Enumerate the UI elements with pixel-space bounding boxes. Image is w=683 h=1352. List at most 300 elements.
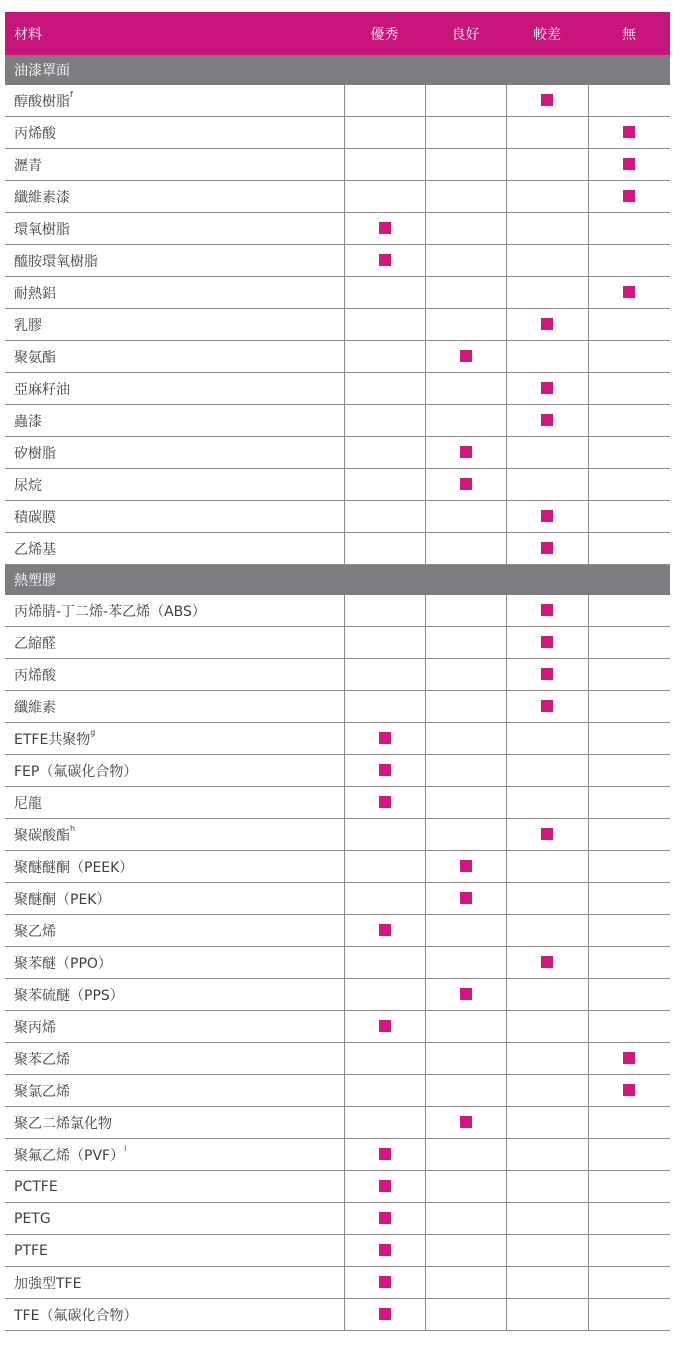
rating-cell: [425, 469, 506, 501]
rating-cell: [506, 1171, 588, 1203]
rating-cell: [425, 947, 506, 979]
table-row: [5, 627, 670, 659]
rating-cell: [425, 533, 506, 565]
rating-cell: [344, 755, 425, 787]
rating-cell: [344, 373, 425, 405]
filled-square-icon: [379, 1212, 391, 1224]
rating-cell: [344, 1011, 425, 1043]
rating-cell: [425, 627, 506, 659]
filled-square-icon: [541, 382, 553, 394]
rating-cell: [588, 1235, 670, 1267]
filled-square-icon: [541, 700, 553, 712]
material-name: 丙烯酸: [14, 125, 56, 142]
rating-cell: [425, 1043, 506, 1075]
header-good: 良好: [425, 12, 506, 55]
material-name: 尼龍: [14, 795, 42, 812]
material-name-cell: [5, 1299, 344, 1331]
filled-square-icon: [460, 478, 472, 490]
material-name: 矽樹脂: [14, 445, 56, 462]
rating-cell: [344, 659, 425, 691]
table-row: [5, 341, 670, 373]
rating-cell: [344, 819, 425, 851]
filled-square-icon: [460, 988, 472, 1000]
rating-cell: [506, 691, 588, 723]
header-none: 無: [588, 12, 670, 55]
material-name: 聚乙烯: [14, 923, 56, 940]
rating-cell: [425, 341, 506, 373]
rating-cell: [425, 181, 506, 213]
filled-square-icon: [460, 1116, 472, 1128]
rating-cell: [344, 979, 425, 1011]
material-name-cell: [5, 627, 344, 659]
filled-square-icon: [623, 286, 635, 298]
rating-cell: [506, 947, 588, 979]
material-name-cell: [5, 373, 344, 405]
filled-square-icon: [379, 764, 391, 776]
rating-cell: [425, 309, 506, 341]
rating-cell: [344, 915, 425, 947]
rating-cell: [425, 1171, 506, 1203]
rating-cell: [588, 533, 670, 565]
material-name-cell: [5, 659, 344, 691]
material-name-cell: [5, 405, 344, 437]
table-row: [5, 755, 670, 787]
rating-cell: [588, 915, 670, 947]
table-row: [5, 149, 670, 181]
material-name-cell: [5, 595, 344, 627]
rating-cell: [344, 1299, 425, 1331]
rating-cell: [506, 373, 588, 405]
rating-cell: [425, 819, 506, 851]
filled-square-icon: [379, 1276, 391, 1288]
rating-cell: [588, 595, 670, 627]
rating-cell: [344, 181, 425, 213]
rating-cell: [506, 245, 588, 277]
rating-cell: [588, 947, 670, 979]
material-name: 聚乙二烯氯化物: [14, 1115, 112, 1132]
footnote-marker: i: [124, 1143, 127, 1153]
material-name-cell: [5, 723, 344, 755]
rating-cell: [425, 979, 506, 1011]
material-name-cell: [5, 341, 344, 373]
filled-square-icon: [541, 604, 553, 616]
rating-cell: [588, 1299, 670, 1331]
material-name-cell: [5, 469, 344, 501]
material-name-cell: [5, 437, 344, 469]
rating-cell: [425, 213, 506, 245]
filled-square-icon: [379, 1180, 391, 1192]
rating-cell: [425, 883, 506, 915]
rating-cell: [506, 595, 588, 627]
table-row: [5, 915, 670, 947]
rating-cell: [588, 1043, 670, 1075]
rating-cell: [344, 501, 425, 533]
table-row: [5, 1075, 670, 1107]
rating-cell: [344, 149, 425, 181]
table-row: [5, 277, 670, 309]
rating-cell: [506, 1235, 588, 1267]
rating-cell: [425, 659, 506, 691]
footnote-marker: h: [70, 823, 76, 833]
rating-cell: [588, 755, 670, 787]
rating-cell: [506, 723, 588, 755]
material-name: 蟲漆: [14, 413, 42, 430]
rating-cell: [344, 309, 425, 341]
rating-cell: [506, 787, 588, 819]
rating-cell: [344, 405, 425, 437]
material-name: 醯胺環氧樹脂: [14, 253, 98, 270]
rating-cell: [344, 1267, 425, 1299]
filled-square-icon: [623, 1084, 635, 1096]
material-name-cell: [5, 915, 344, 947]
rating-cell: [425, 373, 506, 405]
material-name: PCTFE: [14, 1178, 58, 1195]
material-name: 聚苯醚（PPO）: [14, 955, 112, 972]
rating-cell: [344, 1107, 425, 1139]
material-name: ETFE共聚物: [14, 731, 91, 748]
rating-cell: [588, 149, 670, 181]
rating-cell: [506, 1203, 588, 1235]
filled-square-icon: [460, 446, 472, 458]
material-name: 聚氟乙烯（PVF）: [14, 1147, 125, 1164]
material-name-cell: [5, 1235, 344, 1267]
rating-cell: [425, 915, 506, 947]
filled-square-icon: [541, 414, 553, 426]
table-row: [5, 947, 670, 979]
rating-cell: [506, 851, 588, 883]
rating-cell: [344, 341, 425, 373]
material-name: 積碳膜: [14, 509, 56, 526]
filled-square-icon: [541, 828, 553, 840]
section-title: 油漆罩面: [5, 55, 670, 85]
rating-cell: [588, 1075, 670, 1107]
material-name: 纖維素: [14, 699, 56, 716]
rating-cell: [425, 1075, 506, 1107]
filled-square-icon: [623, 190, 635, 202]
rating-cell: [425, 851, 506, 883]
filled-square-icon: [541, 956, 553, 968]
material-name-cell: [5, 1075, 344, 1107]
material-name: 瀝青: [14, 157, 42, 174]
rating-cell: [506, 181, 588, 213]
table-row: [5, 1011, 670, 1043]
rating-cell: [425, 723, 506, 755]
material-name-cell: [5, 979, 344, 1011]
material-name: 亞麻籽油: [14, 381, 70, 398]
material-name-cell: [5, 181, 344, 213]
rating-cell: [588, 851, 670, 883]
rating-cell: [425, 787, 506, 819]
rating-cell: [506, 1075, 588, 1107]
table-row: [5, 85, 670, 117]
filled-square-icon: [541, 318, 553, 330]
rating-cell: [425, 277, 506, 309]
filled-square-icon: [541, 94, 553, 106]
material-name: TFE（氟碳化合物）: [14, 1307, 138, 1324]
rating-cell: [506, 469, 588, 501]
material-name-cell: [5, 277, 344, 309]
rating-cell: [425, 245, 506, 277]
rating-cell: [506, 1299, 588, 1331]
rating-cell: [344, 213, 425, 245]
table-row: [5, 437, 670, 469]
filled-square-icon: [541, 668, 553, 680]
rating-cell: [506, 819, 588, 851]
material-name-cell: [5, 819, 344, 851]
filled-square-icon: [379, 1244, 391, 1256]
rating-cell: [425, 1107, 506, 1139]
rating-cell: [588, 979, 670, 1011]
rating-cell: [588, 1171, 670, 1203]
rating-cell: [588, 1011, 670, 1043]
rating-cell: [344, 277, 425, 309]
rating-cell: [344, 533, 425, 565]
material-name-cell: [5, 1043, 344, 1075]
material-name-cell: [5, 1139, 344, 1171]
table-row: [5, 469, 670, 501]
header-poor: 較差: [506, 12, 588, 55]
material-name-cell: [5, 149, 344, 181]
table-row: [5, 1139, 670, 1171]
material-name: 聚氨酯: [14, 349, 56, 366]
rating-cell: [344, 1043, 425, 1075]
rating-cell: [425, 117, 506, 149]
filled-square-icon: [460, 860, 472, 872]
material-name: 聚苯乙烯: [14, 1051, 70, 1068]
table-row: [5, 883, 670, 915]
rating-cell: [344, 1075, 425, 1107]
rating-cell: [588, 1267, 670, 1299]
filled-square-icon: [541, 636, 553, 648]
rating-cell: [588, 883, 670, 915]
rating-cell: [506, 1267, 588, 1299]
rating-cell: [506, 1011, 588, 1043]
material-name: PTFE: [14, 1242, 48, 1259]
filled-square-icon: [379, 1020, 391, 1032]
filled-square-icon: [379, 732, 391, 744]
rating-cell: [588, 787, 670, 819]
rating-cell: [344, 947, 425, 979]
rating-cell: [425, 1139, 506, 1171]
rating-cell: [506, 341, 588, 373]
rating-cell: [588, 181, 670, 213]
rating-cell: [506, 755, 588, 787]
filled-square-icon: [460, 350, 472, 362]
rating-cell: [425, 1267, 506, 1299]
material-name-cell: [5, 1011, 344, 1043]
table-row: [5, 309, 670, 341]
material-name: 聚醚酮（PEK）: [14, 891, 111, 908]
rating-cell: [506, 1139, 588, 1171]
material-name-cell: [5, 501, 344, 533]
material-name-cell: [5, 1107, 344, 1139]
rating-cell: [506, 533, 588, 565]
table-row: [5, 533, 670, 565]
rating-cell: [506, 1043, 588, 1075]
filled-square-icon: [623, 126, 635, 138]
rating-cell: [506, 659, 588, 691]
material-name-cell: [5, 883, 344, 915]
material-name: 聚丙烯: [14, 1019, 56, 1036]
rating-cell: [425, 437, 506, 469]
rating-cell: [344, 117, 425, 149]
table-row: [5, 979, 670, 1011]
material-name-cell: [5, 117, 344, 149]
rating-cell: [588, 117, 670, 149]
rating-cell: [506, 437, 588, 469]
rating-cell: [588, 277, 670, 309]
rating-cell: [425, 149, 506, 181]
material-name-cell: [5, 787, 344, 819]
rating-cell: [588, 85, 670, 117]
rating-cell: [588, 405, 670, 437]
material-name: 乙烯基: [14, 541, 56, 558]
filled-square-icon: [379, 924, 391, 936]
table-row: [5, 501, 670, 533]
material-name: 醇酸樹脂: [14, 93, 70, 110]
footnote-marker: g: [90, 727, 96, 737]
table-row: [5, 819, 670, 851]
table-row: [5, 1267, 670, 1299]
table-row: [5, 1235, 670, 1267]
material-name: 聚碳酸酯: [14, 827, 70, 844]
table-row: [5, 595, 670, 627]
material-name-cell: [5, 755, 344, 787]
table-row: [5, 723, 670, 755]
table-row: [5, 1171, 670, 1203]
header-excellent: 優秀: [344, 12, 425, 55]
rating-cell: [588, 691, 670, 723]
table-row: [5, 213, 670, 245]
rating-cell: [588, 341, 670, 373]
filled-square-icon: [379, 1308, 391, 1320]
material-name: FEP（氟碳化合物）: [14, 763, 138, 780]
rating-cell: [344, 1171, 425, 1203]
rating-cell: [344, 787, 425, 819]
material-name-cell: [5, 691, 344, 723]
rating-cell: [425, 85, 506, 117]
table-row: [5, 1043, 670, 1075]
rating-cell: [344, 245, 425, 277]
table-row: [5, 659, 670, 691]
footnote-marker: f: [70, 89, 73, 99]
table-row: [5, 1299, 670, 1331]
header-material: 材料: [5, 12, 344, 55]
rating-cell: [344, 691, 425, 723]
material-name: 纖維素漆: [14, 189, 70, 206]
filled-square-icon: [379, 254, 391, 266]
rating-cell: [506, 149, 588, 181]
filled-square-icon: [379, 1148, 391, 1160]
table-row: [5, 181, 670, 213]
rating-cell: [506, 309, 588, 341]
material-name-cell: [5, 245, 344, 277]
section-header-row: [5, 565, 670, 596]
filled-square-icon: [379, 796, 391, 808]
section-title: 熱塑膠: [5, 565, 670, 596]
rating-cell: [588, 627, 670, 659]
rating-cell: [425, 595, 506, 627]
table-row: [5, 787, 670, 819]
material-name: 聚氯乙烯: [14, 1083, 70, 1100]
material-name-cell: [5, 947, 344, 979]
material-name: 聚醚醚酮（PEEK）: [14, 859, 134, 876]
material-name: PETG: [14, 1210, 51, 1227]
rating-cell: [344, 883, 425, 915]
filled-square-icon: [541, 542, 553, 554]
rating-cell: [344, 1235, 425, 1267]
filled-square-icon: [379, 222, 391, 234]
table-row: [5, 851, 670, 883]
rating-cell: [425, 405, 506, 437]
material-name-cell: [5, 1203, 344, 1235]
material-name: 丙烯酸: [14, 667, 56, 684]
material-name: 丙烯腈-丁二烯-苯乙烯（ABS）: [14, 603, 206, 620]
rating-cell: [506, 501, 588, 533]
table-row: [5, 117, 670, 149]
table-row: [5, 405, 670, 437]
rating-cell: [506, 117, 588, 149]
rating-cell: [588, 469, 670, 501]
rating-cell: [588, 213, 670, 245]
compatibility-table: [5, 12, 670, 1331]
rating-cell: [425, 1235, 506, 1267]
material-name-cell: [5, 851, 344, 883]
rating-cell: [344, 437, 425, 469]
material-name-cell: [5, 85, 344, 117]
rating-cell: [344, 627, 425, 659]
filled-square-icon: [460, 892, 472, 904]
material-name-cell: [5, 533, 344, 565]
rating-cell: [425, 691, 506, 723]
rating-cell: [588, 245, 670, 277]
rating-cell: [506, 405, 588, 437]
rating-cell: [506, 883, 588, 915]
rating-cell: [344, 1203, 425, 1235]
rating-cell: [506, 213, 588, 245]
table-row: [5, 1203, 670, 1235]
rating-cell: [425, 1203, 506, 1235]
material-name: 環氧樹脂: [14, 221, 70, 238]
filled-square-icon: [623, 158, 635, 170]
material-name-cell: [5, 1267, 344, 1299]
rating-cell: [588, 723, 670, 755]
table-row: [5, 373, 670, 405]
rating-cell: [588, 501, 670, 533]
rating-cell: [588, 1203, 670, 1235]
rating-cell: [588, 659, 670, 691]
table-row: [5, 245, 670, 277]
table-row: [5, 1107, 670, 1139]
rating-cell: [344, 595, 425, 627]
rating-cell: [344, 851, 425, 883]
rating-cell: [344, 85, 425, 117]
material-name: 尿烷: [14, 477, 42, 494]
rating-cell: [344, 723, 425, 755]
rating-cell: [425, 1011, 506, 1043]
rating-cell: [588, 373, 670, 405]
filled-square-icon: [623, 1052, 635, 1064]
compatibility-table-container: [5, 12, 675, 1331]
material-name: 加強型TFE: [14, 1275, 82, 1292]
rating-cell: [506, 277, 588, 309]
material-name-cell: [5, 1171, 344, 1203]
rating-cell: [588, 1139, 670, 1171]
rating-cell: [344, 469, 425, 501]
rating-cell: [588, 819, 670, 851]
rating-cell: [425, 501, 506, 533]
table-row: [5, 691, 670, 723]
